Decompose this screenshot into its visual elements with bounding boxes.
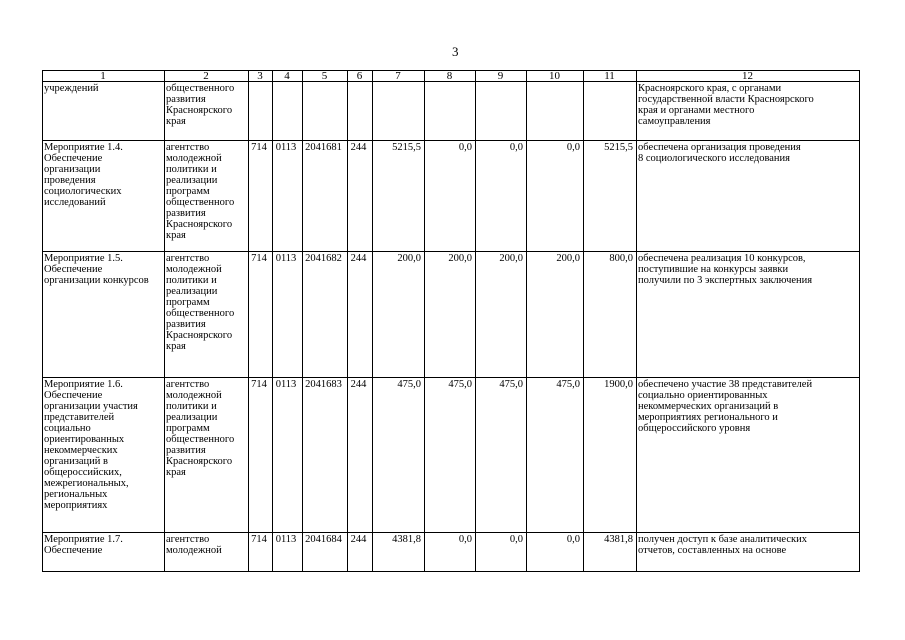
event-name-cell: учреждений [44,83,99,94]
amount-cell [374,83,423,139]
column-header: 8 [446,70,453,82]
total-cell: 1900,0 [604,379,633,390]
amount-cell: 200,0 [397,253,421,264]
agency-cell: общественного развития Красноярского края [166,83,235,127]
amount-cell: 475,0 [448,379,472,390]
result-cell: обеспечена реализация 10 конкурсов, поступившие на конкурсы заявки получили по 3 экспертных заключения [638,253,813,286]
code-cell [273,83,299,139]
amount-cell: 475,0 [499,379,523,390]
total-cell: 5215,5 [604,142,633,153]
amount-cell: 0,0 [566,534,580,545]
total-cell: 4381,8 [604,534,633,545]
table-rule [859,70,860,572]
amount-cell: 200,0 [448,253,472,264]
result-cell: обеспечено участие 38 представителей социально ориентированных некоммерческих организаций в мероприятиях регионального и общероссийского уровня [638,379,813,434]
code-cell: 2041683 [305,379,342,390]
amount-cell: 0,0 [458,142,472,153]
column-header: 2 [203,70,209,82]
code-cell: 244 [350,534,367,545]
agency-cell: агентство молодежной [166,534,222,556]
result-cell: получен доступ к базе аналитических отчетов, составленных на основе [638,534,807,556]
code-cell: 0113 [275,142,297,153]
amount-cell: 475,0 [556,379,580,390]
code-cell: 244 [350,379,367,390]
event-name-cell: Мероприятие 1.6. Обеспечение организации участия представителей социально ориентированных некоммерческих организаций в общероссийских, межрегиональных, региональных мероприятиях [44,379,138,511]
column-header: 10 [549,70,560,82]
table-rule [42,70,43,572]
code-cell: 2041682 [305,253,342,264]
result-cell: обеспечена организация проведения 8 социологического исследования [638,142,801,164]
code-cell: 0113 [275,379,297,390]
amount-cell: 0,0 [458,534,472,545]
amount-cell [426,83,474,139]
event-name-cell: Мероприятие 1.4. Обеспечение организации проведения социологических исследований [44,142,123,208]
code-cell: 714 [251,379,267,390]
event-name-cell: Мероприятие 1.7. Обеспечение [44,534,123,556]
amount-cell: 200,0 [499,253,523,264]
code-cell [249,83,269,139]
amount-cell: 4381,8 [392,534,421,545]
code-cell: 0113 [275,534,297,545]
column-header: 9 [497,70,504,82]
amount-cell: 200,0 [556,253,580,264]
code-cell [303,83,344,139]
code-cell: 714 [251,142,267,153]
table-rule [636,70,637,572]
total-cell: 800,0 [609,253,633,264]
table-rule [583,70,584,572]
total-cell [585,83,635,139]
amount-cell: 0,0 [509,142,523,153]
column-header: 1 [100,70,106,82]
column-header: 11 [604,70,615,82]
page-number: 3 [452,44,459,59]
agency-cell: агентство молодежной политики и реализации программ общественного развития Красноярского края [166,379,235,478]
code-cell: 244 [350,142,367,153]
table-rule [475,70,476,572]
column-header: 3 [257,70,263,82]
column-header: 7 [395,70,401,82]
table-rule [424,70,425,572]
amount-cell: 475,0 [397,379,421,390]
result-cell: Красноярского края, с органами государственной власти Красноярского края и органами местного самоуправления [638,83,814,127]
column-header: 12 [742,70,753,82]
column-header: 6 [356,70,363,82]
agency-cell: агентство молодежной политики и реализации программ общественного развития Красноярского края [166,142,235,241]
code-cell: 0113 [275,253,297,264]
agency-cell: агентство молодежной политики и реализации программ общественного развития Красноярского края [166,253,235,352]
column-header: 4 [284,70,290,82]
code-cell: 714 [251,534,267,545]
amount-cell [477,83,525,139]
code-cell: 2041684 [305,534,342,545]
table-rule [164,70,165,572]
amount-cell [528,83,582,139]
amount-cell: 5215,5 [392,142,421,153]
amount-cell: 0,0 [566,142,580,153]
code-cell: 2041681 [305,142,342,153]
column-header: 5 [321,70,328,82]
table-rule [526,70,527,572]
code-cell [348,83,369,139]
table-rule [372,70,373,572]
event-name-cell: Мероприятие 1.5. Обеспечение организации конкурсов [44,253,149,286]
amount-cell: 0,0 [509,534,523,545]
code-cell: 714 [251,253,267,264]
code-cell: 244 [350,253,367,264]
